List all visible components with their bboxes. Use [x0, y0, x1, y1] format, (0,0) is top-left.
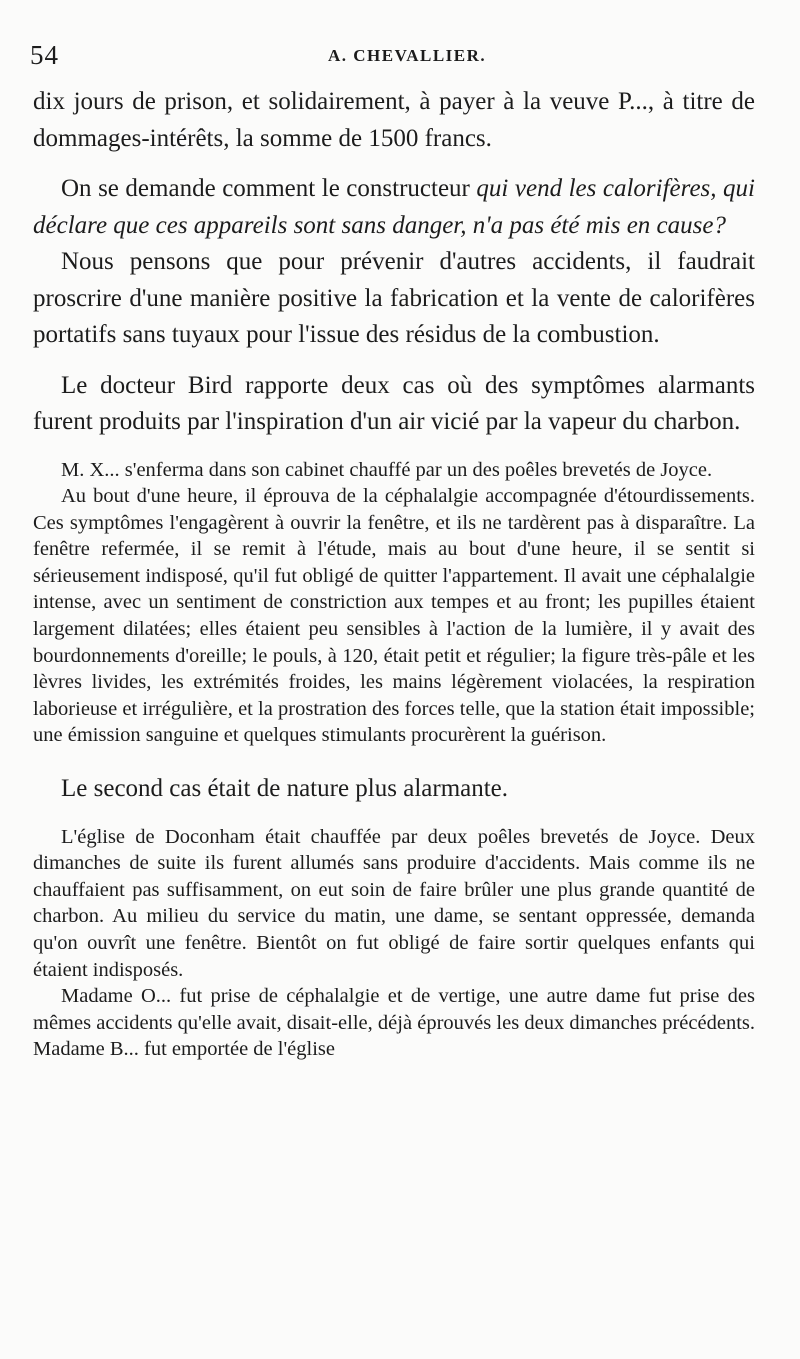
question-text: On se demande comment le constructeur [61, 175, 477, 202]
page-number: 54 [30, 40, 59, 70]
paragraph-recommendation: Nous pensons que pour prévenir d'autres accidents, il faudrait proscrire d'une manière positive la fabrication et la vente de calorifères portatifs sans tuyaux pour l'issue des résidus de la combustion. [33, 248, 755, 348]
paragraph-bird-report: Le docteur Bird rapporte deux cas où des symptômes alarmants furent produits par l'inspiration d'un air vicié par la vapeur du charbon. [33, 371, 755, 435]
running-head: A. CHEVALLIER. [328, 46, 487, 65]
paragraph-madame-cases: Madame O... fut prise de céphalalgie et de vertige, une autre dame fut prise des mêmes accidents qu'elle avait, disait-elle, déjà éprouvés les deux dimanches précédents. Madame B... fut emportée de l'église [33, 985, 755, 1061]
paragraph-case-one-detail: Au bout d'une heure, il éprouva de la céphalalgie accompagnée d'étourdissements. Ces symptômes l'engagèrent à ouvrir la fenêtre, et ils ne tardèrent pas à disparaître. La fenêtre refermée, il se remit à l'étude, mais au bout d'une heure, il se sentit si sérieusement indisposé, qu'il fut obligé de quitter l'appartement. Il avait une céphalalgie intense, avec un sentiment de constriction aux tempes et au front; les pupilles étaient largement dilatées; elles étaient peu sensibles à l'action de la lumière, il y avait des bourdonnements d'oreille; le pouls, à 120, était petit et régulier; la figure très-pâle et les lèvres livides, les extrémités froides, les mains légèrement violacées, la respiration laborieuse et irrégulière, et la prostration des forces telle, que la station était impossible; une émission sanguine et quelques stimulants procurèrent la guérison. [33, 485, 755, 747]
body-text [33, 84, 755, 1063]
question-italic-text: qui vend les calorifères, qui déclare que ces appareils sont sans danger, n'a pas été mis en cause? [33, 175, 755, 239]
paragraph-church-case: L'église de Doconham était chauffée par deux poêles brevetés de Joyce. Deux dimanches de suite ils furent allumés sans produire d'accidents. Mais comme ils ne chauffaient pas suffisamment, on eut soin de faire brûler une plus grande quantité de charbon. Au milieu du service du matin, une dame, se sentant oppressée, demanda qu'on ouvrît une fenêtre. Bientôt on fut obligé de faire sortir quelques enfants qui étaient indisposés. [33, 825, 755, 981]
paragraph-sentence-end: dix jours de prison, et solidairement, à payer à la veuve P..., à titre de dommages-intérêts, la somme de 1500 francs. [33, 88, 755, 152]
paragraph-question [33, 171, 755, 244]
page-header [30, 40, 760, 72]
paragraph-second-case-heading: Le second cas était de nature plus alarmante. [61, 775, 509, 803]
paragraph-case-one-intro: M. X... s'enferma dans son cabinet chauffé par un des poêles brevetés de Joyce. [61, 458, 713, 481]
